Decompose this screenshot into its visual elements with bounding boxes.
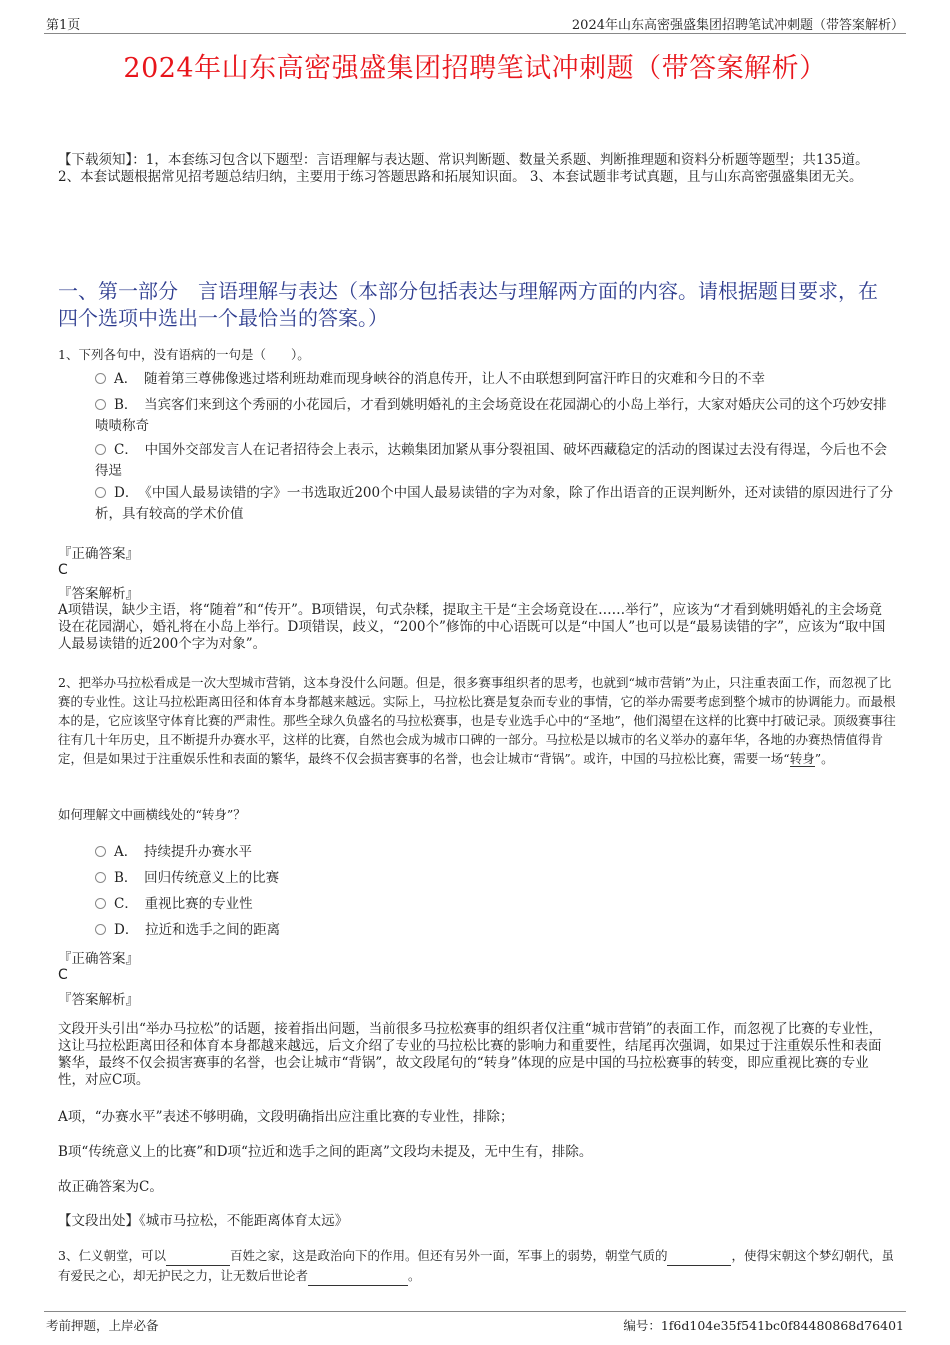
q2-option-a[interactable]: A． 持续提升办赛水平 <box>95 842 895 863</box>
blank-1[interactable] <box>166 1246 230 1266</box>
q2-option-c[interactable]: C． 重视比赛的专业性 <box>95 894 895 915</box>
q2-analysis-main: 文段开头引出“举办马拉松”的话题，接着指出问题，当前很多马拉松赛事的组织者仅注重“城市营销”的表面工作，而忽视了比赛的专业性，这让马拉松距离田径和体育本身都越来越远，后文介绍了专业的马拉松比赛的影响力和重要性，结尾再次强调，如果过于注重娱乐性和表面繁华，最终不仅会损害赛事的名誉，也会让城市“背锅”，故文段尾句的“转身”体现的应是中国的马拉松赛事的转变，即应重视比赛的专业性，对应C项。 <box>58 1021 883 1088</box>
q1-analysis: A项错误，缺少主语，将“随着”和“传开”。B项错误，句式杂糅，提取主干是“主会场竟设在……举行”，应该为“才看到姚明婚礼的主会场竟设在花园湖心，婚礼将在小岛上举行。D项错误，歧义，“200个”修饰的中心语既可以是“中国人”也可以是“最易读错的字”，应该为“取中国人最易读错的近200个字为对象”。 <box>58 602 886 652</box>
radio-icon[interactable] <box>95 924 106 935</box>
q2-analysis-bd: B项“传统意义上的比赛”和D项“拉近和选手之间的距离”文段均未提及，无中生有，排除。 <box>58 1144 593 1160</box>
header-divider <box>44 33 906 34</box>
q1-option-a[interactable]: A． 随着第三尊佛像逃过塔利班劫难而现身峡谷的消息传开，让人不由联想到阿富汗昨日的灾难和今日的不幸 <box>95 369 895 390</box>
blank-2[interactable] <box>667 1246 731 1266</box>
q2-analysis-a: A项，“办赛水平”表述不够明确，文段明确指出应注重比赛的专业性，排除； <box>58 1109 514 1125</box>
q1-option-d[interactable]: D． 《中国人最易读错的字》一书选取近200个中国人最易读错的字为对象，除了作出语音的正误判断外，还对读错的原因进行了分析，具有较高的学术价值 <box>95 485 894 522</box>
page-title: 2024年山东高密强盛集团招聘笔试冲刺题（带答案解析） <box>123 53 827 84</box>
document-id: 编号：1f6d104e35f541bc0f84480868d76401 <box>623 1318 904 1333</box>
q2-option-d[interactable]: D． 拉近和选手之间的距离 <box>95 920 895 941</box>
q1-correct-label: 『正确答案』 <box>58 546 139 562</box>
q2-source: 【文段出处】《城市马拉松，不能距离体育太远》 <box>58 1213 349 1229</box>
footer-divider <box>44 1311 906 1312</box>
header-doc-title: 2024年山东高密强盛集团招聘笔试冲刺题（带答案解析） <box>571 18 904 33</box>
q3-stem: 3、仁义朝堂，可以 百姓之家，这是政治向下的作用。但还有另外一面，军事上的弱势，朝堂气质的 ，使得宋朝这个梦幻朝代，虽有爱民之心，却无护民之力，让无数后世论者 。 <box>58 1246 896 1286</box>
download-notice: 【下载须知】：1，本套练习包含以下题型：言语理解与表达题、常识判断题、数量关系题、判断推理题和资料分析题等题型；共135道。 2、本套试题根据常见招考题总结归纳，主要用于练习答题思路和拓展知识面。 3、本套试题非考试真题，且与山东高密强盛集团无关。 <box>58 152 869 185</box>
footer-slogan: 考前押题，上岸必备 <box>46 1318 159 1333</box>
q1-answer: C <box>58 562 68 578</box>
q2-passage: 2、把举办马拉松看成是一次大型城市营销，这本身没什么问题。但是，很多赛事组织者的思考，也就到“城市营销”为止，只注重表面工作，而忽视了比赛的专业性。这让马拉松距离田径和体育本身都越来越远。实际上，马拉松比赛是复杂而专业的事情，它的举办需要考虑到整个城市的协调能力。而最根本的是，它应该坚守体育比赛的严肃性。那些全球久负盛名的马拉松赛事，也是专业选手心中的“圣地”，他们渴望在这样的比赛中打破记录。顶级赛事往往有几十年历史，且不断提升办赛水平，这样的比赛，自然也会成为城市口碑的一部分。马拉松是以城市的名义举办的嘉年华，各地的办赛热情值得肯定，但是如果过于注重娱乐性和表面的繁华，最终不仅会损害赛事的名誉，也会让城市“背锅”。或许，中国的马拉松比赛，需要一场“转身”。 <box>58 675 896 766</box>
q2-analysis-label: 『答案解析』 <box>58 992 139 1008</box>
q2-correct-label: 『正确答案』 <box>58 951 139 967</box>
q1-stem: 1、下列各句中，没有语病的一句是（ ）。 <box>58 347 310 362</box>
q1-option-b[interactable]: B． 当宾客们来到这个秀丽的小花园后，才看到姚明婚礼的主会场竟设在花园湖心的小岛上举行，大家对婚庆公司的这个巧妙安排啧啧称奇 <box>95 397 887 434</box>
blank-3[interactable] <box>308 1266 408 1286</box>
q2-answer: C <box>58 967 68 983</box>
page-number: 第1页 <box>46 18 81 33</box>
radio-icon[interactable] <box>95 872 106 883</box>
q2-analysis-conclusion: 故正确答案为C。 <box>58 1179 163 1195</box>
q2-question: 如何理解文中画横线处的“转身”？ <box>58 807 246 822</box>
radio-icon[interactable] <box>95 373 106 384</box>
radio-icon[interactable] <box>95 399 106 410</box>
q1-analysis-label: 『答案解析』 <box>58 586 139 602</box>
q1-option-c[interactable]: C． 中国外交部发言人在记者招待会上表示，达赖集团加紧从事分裂祖国、破坏西藏稳定的活动的图谋过去没有得逞，今后也不会得逞 <box>95 442 888 479</box>
radio-icon[interactable] <box>95 898 106 909</box>
q2-underlined-word: 转身 <box>789 751 815 766</box>
q2-option-b[interactable]: B． 回归传统意义上的比赛 <box>95 868 895 889</box>
radio-icon[interactable] <box>95 444 106 455</box>
radio-icon[interactable] <box>95 846 106 857</box>
section-heading: 一、第一部分 言语理解与表达（本部分包括表达与理解两方面的内容。请根据题目要求，在四个选项中选出一个最恰当的答案。） <box>58 279 878 330</box>
radio-icon[interactable] <box>95 487 106 498</box>
